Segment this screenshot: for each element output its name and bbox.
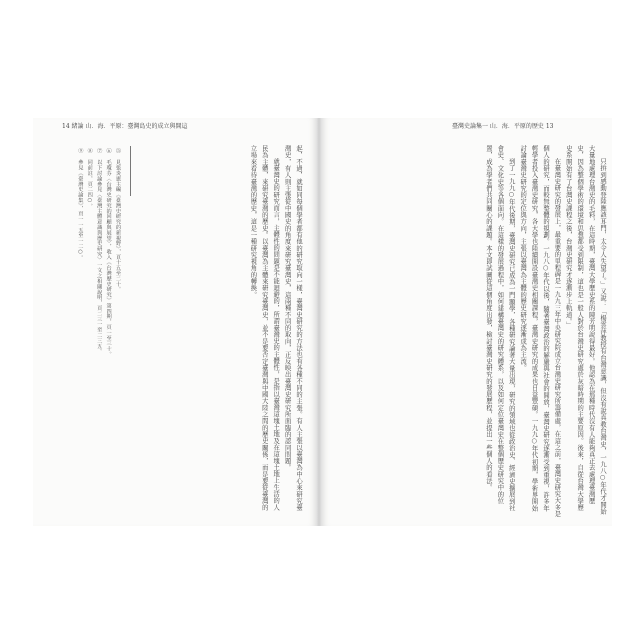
footnote: ⑨ 參見《臺灣史論集》，頁一一五至一二○。 <box>77 148 84 261</box>
footnotes <box>44 148 122 520</box>
body-paragraph: 起，不過，就如同每個學者都有他的研究取向一樣，臺灣史研究的方法也有各種不同的主張。有人主張以臺灣為中心來研究臺灣史，有人則主張從中國史的角度來研究臺灣史，這兩種不同的取向，正反映出臺灣史研究所面臨的認同問題。 <box>283 145 302 511</box>
footnote: ⑥ 毛瓊芬〈台灣史研究的回顧與展望〉，收入《台灣歷史研究》第四期，頁一至三十。 <box>105 148 112 357</box>
footnote: ⑧ 同前註，頁二四○。 <box>86 148 93 209</box>
body-paragraph: 到了一九九○年代後期，臺灣史研究已成為一門顯學，各種研究論著大量出現，研究的領域也從政治史、經濟史擴展到社會史、文化史等各個面向。在這樣的發展過程中，如何建構臺灣史的研究體系，以及如何定位臺灣史在整個歷史研究中的位置，成為學者們共同關心的課題。本文即試圖從這個角度出發，檢討臺灣史研究的發展歷程，並提出一些個人的看法。 <box>484 145 515 511</box>
footnote: ⑦ 以下討論參見〈臺灣主體意識與歷史研究〉一文之相關說明，頁二三一至二三五。 <box>96 148 103 354</box>
footnote: ⑤ 見張炎憲主編《臺灣史研究的新視野》，頁十五至二十。 <box>115 148 121 292</box>
body-paragraph: 只拚到感動登陸應該耳門，太令人失望了。」又說：「楊雲萍教授有台灣意識，但沒有說真教台灣史，一九八○年代才開始大量地處理台灣史的毛料，在這時期，臺灣大學歷史系的陳芳明說得最好。他認為在那種時代沒有人能夠真正去處理臺灣歷史，因為整個學術的環境和思想都受到限制，這也是一般人對於台灣史研究處於灰暗時期的主要原因。後來，自從台灣大學歷史系開始有了台灣史課程之後，台灣史研究才逐漸步上軌道。」 <box>564 145 606 515</box>
left-page-body <box>140 145 304 515</box>
left-running-header: 14 緒論 山．海．平原：臺灣島史的成立與開這 <box>62 123 188 130</box>
right-page-body <box>332 145 608 517</box>
right-running-header: 臺灣史論集一 山．海．平原的歷史 13 <box>452 123 554 130</box>
body-paragraph: 在臺灣史研究的發展上，最重要的里程碑是一九九三年中央研究院成立台灣史研究所籌備處，在這之前，臺灣史研究大多是個人的研究，而較無整體的規劃。一九八○年代以後，隨著臺灣政治的解嚴與社會的開放，臺灣史研究逐漸受到重視，許多年輕學者投入臺灣史研究，各大學也陸續開設臺灣史相關課程，臺灣史研究的成果也日益豐碩。一九九○年代初期，學術界開始討論臺灣史研究的定位與方向，主張以臺灣為主體的歷史研究逐漸成為主流。 <box>519 145 561 517</box>
footnote-divider <box>130 146 131 196</box>
body-paragraph: 就臺灣史的研究而言，主體性的問題是不能迴避的，所謂臺灣史的主體性，是指以臺灣這塊土地及在這塊土地上生活的人民為主體，來研究臺灣的歷史。以臺灣為主體來研究臺灣史，並不是要否定臺灣與中國大陸之間的歷史關係，而是要從臺灣的立場來看待臺灣的歷史，這是一種研究視角的轉換。 <box>249 145 280 511</box>
